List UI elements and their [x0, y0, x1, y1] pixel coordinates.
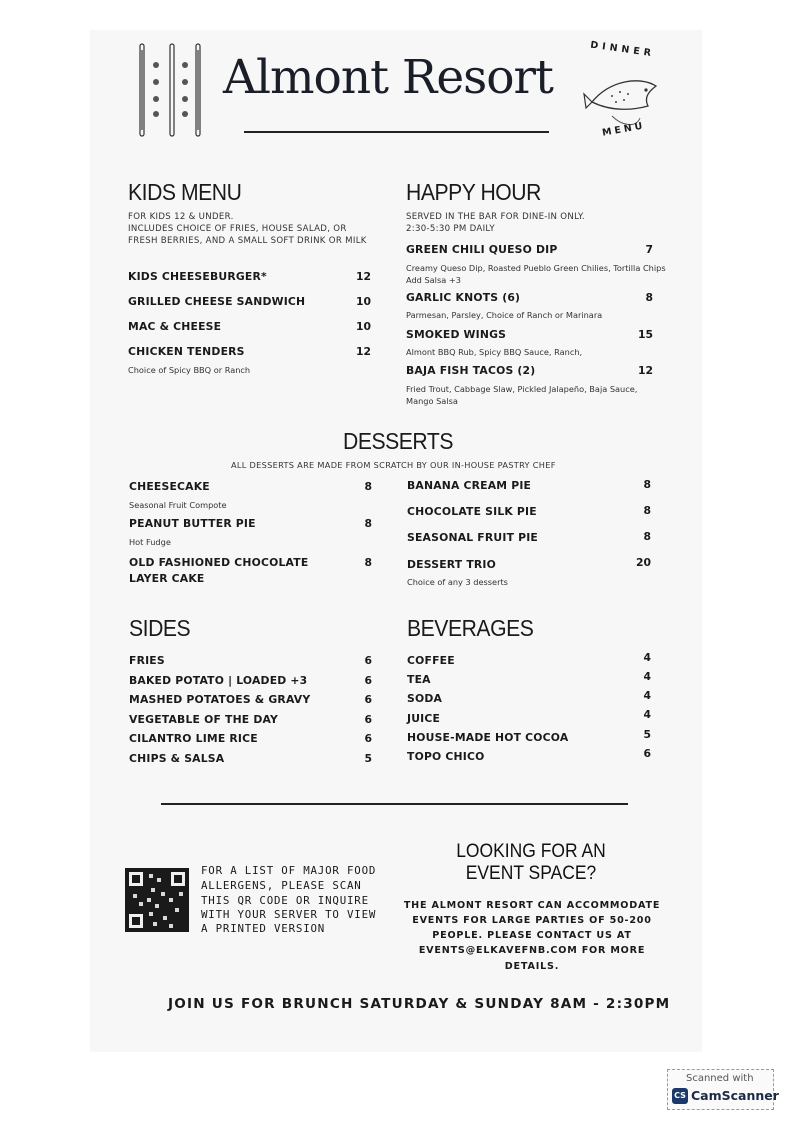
camscanner-logo: CS: [672, 1088, 688, 1104]
dessert-item-name: DESSERT TRIO: [407, 558, 497, 571]
beverage-item-price: 4: [643, 708, 651, 721]
dessert-item-desc: Choice of any 3 desserts: [407, 577, 508, 587]
happy-hour-heading: HAPPY HOUR: [406, 179, 541, 205]
dessert-item-price: 8: [364, 517, 372, 530]
event-heading: LOOKING FOR AN: [456, 841, 606, 862]
happy-hour-item-desc: Almont BBQ Rub, Spicy BBQ Sauce, Ranch,: [406, 347, 583, 357]
beverage-item-price: 5: [643, 728, 651, 741]
allergen-text: A PRINTED VERSION: [201, 922, 326, 935]
dessert-item-name-cont: LAYER CAKE: [129, 572, 205, 585]
dessert-item-name: BANANA CREAM PIE: [407, 479, 532, 492]
happy-hour-item-name: GREEN CHILI QUESO DIP: [406, 243, 558, 256]
event-text: PEOPLE. PLEASE CONTACT US AT: [432, 930, 632, 941]
event-heading: EVENT SPACE?: [465, 863, 597, 884]
dessert-item-name: CHOCOLATE SILK PIE: [407, 505, 537, 518]
camscanner-brand: CamScanner: [691, 1088, 779, 1103]
happy-hour-item-desc: Creamy Queso Dip, Roasted Pueblo Green Chilies, Tortilla Chips: [406, 263, 666, 273]
dessert-item-name: SEASONAL FRUIT PIE: [407, 531, 538, 544]
badge-top-text: DINNER: [589, 39, 656, 60]
kids-note: FRESH BERRIES, AND A SMALL SOFT DRINK OR MILK: [128, 236, 367, 246]
side-item-name: CHIPS & SALSA: [129, 752, 225, 765]
section-divider: [161, 803, 628, 805]
dessert-item-price: 8: [364, 480, 372, 493]
event-text: EVENTS FOR LARGE PARTIES OF 50-200: [412, 915, 652, 926]
badge-bottom-text: MENU: [601, 120, 647, 139]
fishing-flies-icon: [134, 40, 206, 140]
desserts-note: ALL DESSERTS ARE MADE FROM SCRATCH BY OUR IN-HOUSE PASTRY CHEF: [231, 460, 556, 470]
allergen-text: THIS QR CODE OR INQUIRE: [201, 894, 369, 907]
happy-hour-item-price: 15: [637, 328, 653, 341]
happy-hour-item-desc: Parmesan, Parsley, Choice of Ranch or Marinara: [406, 310, 603, 320]
kids-item-price: 12: [355, 270, 371, 283]
happy-hour-note: 2:30-5:30 PM DAILY: [406, 224, 495, 234]
side-item-name: VEGETABLE OF THE DAY: [129, 713, 279, 726]
happy-hour-item-name: BAJA FISH TACOS (2): [406, 364, 536, 377]
happy-hour-item-price: 12: [637, 364, 653, 377]
kids-item-name: KIDS CHEESEBURGER*: [128, 270, 267, 283]
qr-code[interactable]: [125, 868, 189, 932]
allergen-text: FOR A LIST OF MAJOR FOOD: [201, 864, 377, 877]
scanned-with-label: Scanned with: [686, 1073, 754, 1084]
dessert-item-price: 8: [643, 530, 651, 543]
beverage-item-name: TOPO CHICO: [407, 750, 485, 763]
kids-item-price: 12: [355, 345, 371, 358]
happy-hour-item-desc: Fried Trout, Cabbage Slaw, Pickled Jalapeño, Baja Sauce,: [406, 384, 638, 394]
kids-item-name: GRILLED CHEESE SANDWICH: [128, 295, 306, 308]
beverage-item-price: 6: [643, 747, 651, 760]
side-item-name: MASHED POTATOES & GRAVY: [129, 693, 311, 706]
happy-hour-item-name: GARLIC KNOTS (6): [406, 291, 521, 304]
beverage-item-name: JUICE: [407, 712, 441, 725]
kids-note: INCLUDES CHOICE OF FRIES, HOUSE SALAD, OR: [128, 224, 347, 234]
camscanner-watermark: [667, 1069, 779, 1110]
kids-item-name: MAC & CHEESE: [128, 320, 222, 333]
dessert-item-price: 8: [643, 504, 651, 517]
beverage-item-name: HOUSE-MADE HOT COCOA: [407, 731, 569, 744]
happy-hour-item-price: 7: [645, 243, 653, 256]
kids-item-price: 10: [355, 320, 371, 333]
beverages-heading: BEVERAGES: [407, 615, 534, 641]
page-title: Almont Resort: [223, 50, 553, 105]
dessert-item-desc: Hot Fudge: [129, 537, 171, 547]
side-item-price: 6: [364, 654, 372, 667]
side-item-name: FRIES: [129, 654, 165, 667]
dessert-item-price: 8: [643, 478, 651, 491]
dessert-item-name: OLD FASHIONED CHOCOLATE: [129, 556, 309, 569]
kids-item-price: 10: [355, 295, 371, 308]
kids-item-name: CHICKEN TENDERS: [128, 345, 245, 358]
happy-hour-item-desc: Mango Salsa: [406, 396, 458, 406]
dessert-item-price: 20: [635, 556, 651, 569]
side-item-price: 6: [364, 693, 372, 706]
happy-hour-item-name: SMOKED WINGS: [406, 328, 507, 341]
dessert-item-price: 8: [364, 556, 372, 569]
event-text: THE ALMONT RESORT CAN ACCOMMODATE: [403, 900, 661, 911]
dessert-item-name: PEANUT BUTTER PIE: [129, 517, 256, 530]
beverage-item-name: COFFEE: [407, 654, 455, 667]
beverage-item-price: 4: [643, 689, 651, 702]
beverage-item-price: 4: [643, 651, 651, 664]
happy-hour-item-price: 8: [645, 291, 653, 304]
desserts-heading: DESSERTS: [343, 428, 453, 454]
happy-hour-note: SERVED IN THE BAR FOR DINE-IN ONLY.: [406, 212, 585, 222]
happy-hour-item-desc: Add Salsa +3: [406, 275, 461, 285]
allergen-text: ALLERGENS, PLEASE SCAN: [201, 879, 362, 892]
allergen-text: WITH YOUR SERVER TO VIEW: [201, 908, 377, 921]
sides-heading: SIDES: [129, 615, 191, 641]
event-text: EVENTS@ELKAVEFNB.COM FOR MORE DETAILS.: [418, 945, 646, 972]
brunch-banner: JOIN US FOR BRUNCH SATURDAY & SUNDAY 8AM - 2:30PM: [168, 996, 671, 1012]
kids-item-desc: Choice of Spicy BBQ or Ranch: [128, 365, 251, 375]
title-underline: [244, 131, 549, 133]
beverage-item-name: TEA: [407, 673, 431, 686]
side-item-price: 6: [364, 713, 372, 726]
dessert-item-desc: Seasonal Fruit Compote: [129, 500, 227, 510]
side-item-name: BAKED POTATO | LOADED +3: [129, 674, 308, 687]
side-item-price: 6: [364, 732, 372, 745]
dessert-item-name: CHEESECAKE: [129, 480, 210, 493]
side-item-price: 5: [364, 752, 372, 765]
beverage-item-name: SODA: [407, 692, 443, 705]
beverage-item-price: 4: [643, 670, 651, 683]
kids-note: FOR KIDS 12 & UNDER.: [128, 212, 234, 222]
kids-menu-heading: KIDS MENU: [128, 179, 242, 205]
side-item-name: CILANTRO LIME RICE: [129, 732, 258, 745]
side-item-price: 6: [364, 674, 372, 687]
